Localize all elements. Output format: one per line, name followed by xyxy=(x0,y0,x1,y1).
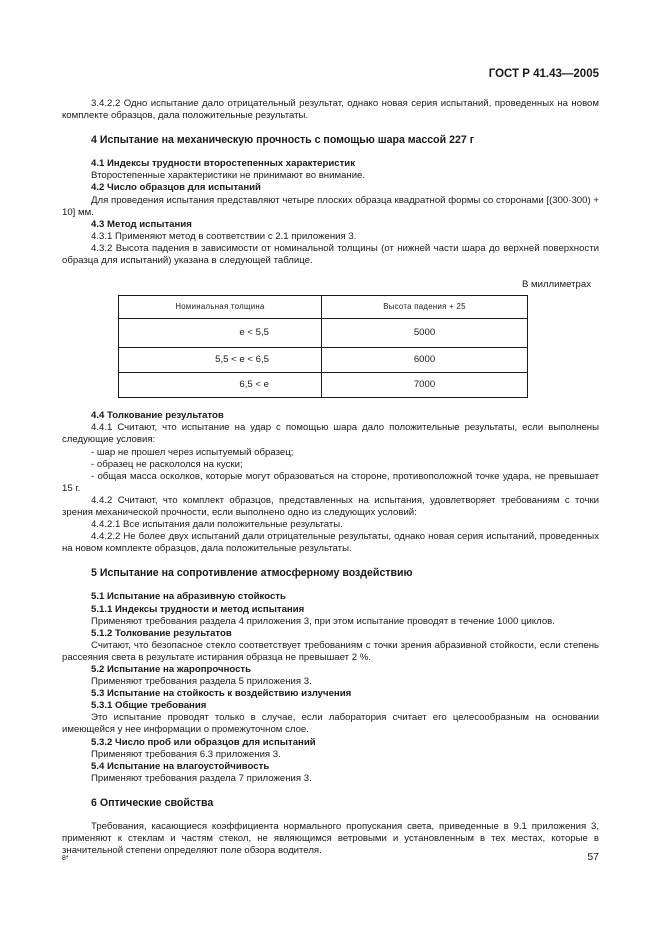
drop-height-table xyxy=(118,295,528,398)
subsection-4-2-heading: 4.2 Число образцов для испытаний xyxy=(91,182,261,194)
subsection-5-1-1-heading: 5.1.1 Индексы трудности и метод испытания xyxy=(91,603,305,615)
subsection-5-1-2-heading: 5.1.2 Толкование результатов xyxy=(91,627,232,639)
clause-4-3-1: 4.3.1 Применяют метод в соответствии с 2.1 приложения 3. xyxy=(91,230,357,242)
subsection-5-3-2-text: Применяют требования 6.3 приложения 3. xyxy=(91,748,281,760)
table-row xyxy=(119,373,528,398)
section-4-heading: 4 Испытание на механическую прочность с помощью шара массой 227 г xyxy=(91,134,475,147)
condition-item: - шар не прошел через испытуемый образец; xyxy=(91,446,294,458)
table-row xyxy=(119,319,528,348)
subsection-5-3-1-text: Это испытание проводят только в случае, если лаборатория считает его целесообразным на основании имеющейся у нее информации о промежуточном слое. xyxy=(62,712,599,736)
section-5-heading: 5 Испытание на сопротивление атмосферному воздействию xyxy=(91,567,413,580)
subsection-5-1-heading: 5.1 Испытание на абразивную стойкость xyxy=(91,591,286,603)
subsection-5-4-heading: 5.4 Испытание на влагоустойчивость xyxy=(91,760,270,772)
section-6-text: Требования, касающиеся коэффициента нормального пропускания света, приведенные в 9.1 приложения 3, применяют к стеклам и частям стекол, не являющимся ветровыми и установленным в тех местах, которые в значительной степени определяют поле обзора водителя. xyxy=(62,821,599,857)
clause-4-3-2: 4.3.2 Высота падения в зависимости от номинальной толщины (от нижней части шара до верхней поверхности образца для испытаний) указана в следующей таблице. xyxy=(62,242,599,267)
sheet-mark: 8* xyxy=(62,855,69,862)
subsection-4-1-text: Второстепенные характеристики не принимают во внимание. xyxy=(91,170,366,182)
clause-4-4-1: 4.4.1 Считают, что испытание на удар с помощью шара дало положительные результаты, если выполнены следующие условия: xyxy=(62,422,599,446)
table-cell-height: 5000 xyxy=(322,319,528,348)
subsection-5-2-heading: 5.2 Испытание на жаропрочность xyxy=(91,664,252,675)
table-cell-height: 6000 xyxy=(322,348,528,373)
table-cell-height: 7000 xyxy=(322,373,528,398)
subsection-5-1-1-text: Применяют требования раздела 4 приложения 3, при этом испытание проводят в течение 1000 циклов. xyxy=(91,615,555,627)
condition-item: - образец не раскололся на куски; xyxy=(91,458,243,470)
subsection-4-1-heading: 4.1 Индексы трудности второстепенных характеристик xyxy=(91,158,356,170)
table-unit-note: В миллиметрах xyxy=(521,279,591,291)
subsection-5-3-1-heading: 5.3.1 Общие требования xyxy=(91,700,207,712)
table-header-height: Высота падения + 25 xyxy=(322,296,528,319)
page-body xyxy=(62,98,599,857)
table-cell-thickness: 6,5 < e xyxy=(119,373,322,398)
subsection-5-4-text: Применяют требования раздела 7 приложения 3. xyxy=(91,772,312,784)
subsection-5-3-2-heading: 5.3.2 Число проб или образцов для испытаний xyxy=(91,736,316,748)
subsection-4-3-heading: 4.3 Метод испытания xyxy=(91,218,192,230)
subsection-4-4-heading: 4.4 Толкование результатов xyxy=(91,410,224,422)
subsection-5-3-heading: 5.3 Испытание на стойкость к воздействию излучения xyxy=(91,688,352,700)
table-row xyxy=(119,348,528,373)
page-number: 57 xyxy=(587,851,599,863)
clause-4-4-2: 4.4.2 Считают, что комплект образцов, представленных на испытания, удовлетворяет требованиям с точки зрения механической прочности, если выполнено одно из следующих условий: xyxy=(62,494,599,518)
document-code: ГОСТ Р 41.43—2005 xyxy=(488,68,599,80)
table-header-thickness: Номинальная толщина xyxy=(119,296,322,319)
table-cell-thickness: e < 5,5 xyxy=(119,319,322,348)
section-6-heading: 6 Оптические свойства xyxy=(91,796,214,809)
table-cell-thickness: 5,5 < e < 6,5 xyxy=(119,348,322,373)
condition-item: - общая масса осколков, которые могут образоваться на стороне, противоположной точке удара, не превышает 15 г. xyxy=(62,470,599,494)
paragraph-3-4-2-2: 3.4.2.2 Одно испытание дало отрицательный результат, однако новая серия испытаний, проведенных на новом комплекте образцов, дала положительные результаты. xyxy=(62,98,599,122)
clause-4-4-2-1: 4.4.2.1 Все испытания дали положительные результаты. xyxy=(91,519,343,531)
clause-4-4-2-2: 4.4.2.2 Не более двух испытаний дали отрицательные результаты, однако новая серия испытаний, проведенных на новом комплекте образцов, дала положительные результаты. xyxy=(62,531,599,555)
subsection-5-1-2-text: Считают, что безопасное стекло соответствует требованиям с точки зрения абразивной стойкости, если степень рассеяния света в результате истирания образца не превышает 2 %. xyxy=(62,639,599,663)
subsection-4-2-text: Для проведения испытания представляют четыре плоских образца квадратной формы со сторонами [(300·300) + 10] мм. xyxy=(62,194,599,218)
subsection-5-2-text: Применяют требования раздела 5 приложения 3. xyxy=(91,676,312,688)
